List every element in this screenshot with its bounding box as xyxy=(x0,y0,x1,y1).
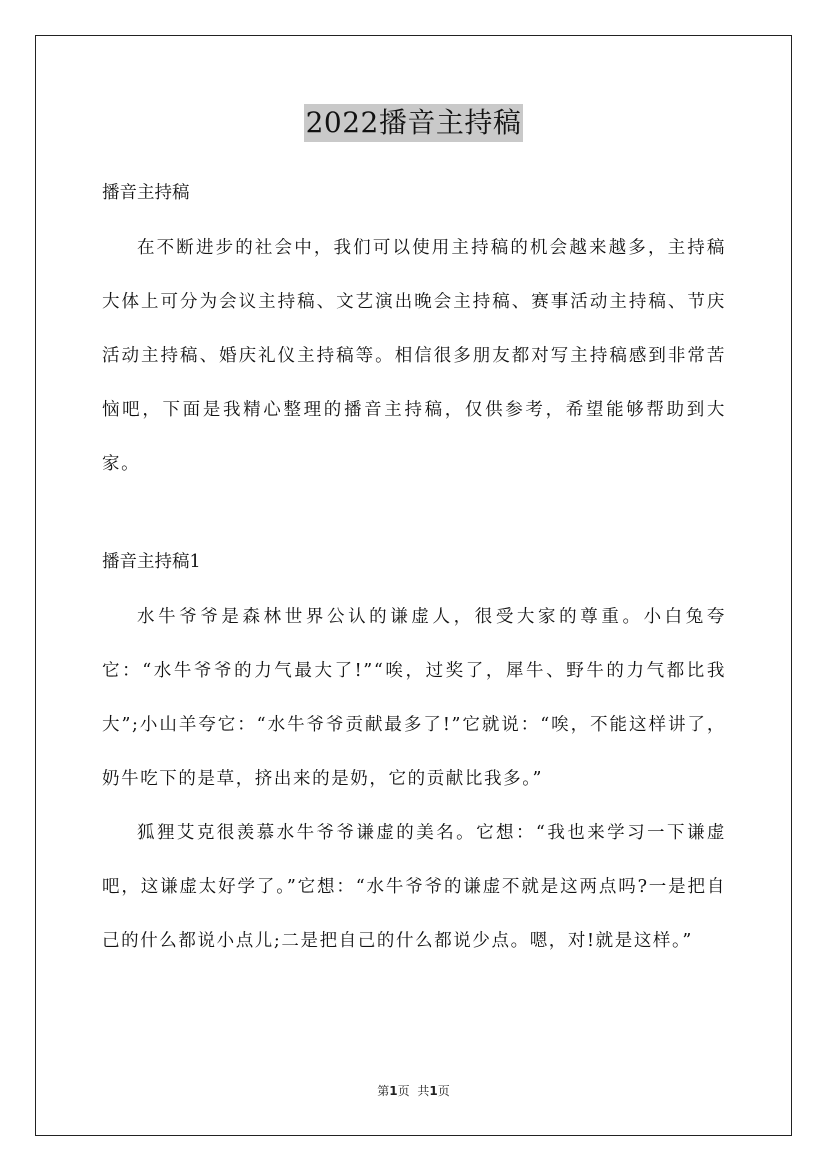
total-suffix: 页 xyxy=(437,1084,450,1098)
spacer xyxy=(102,211,726,221)
total-prefix: 共 xyxy=(417,1084,430,1098)
page-footer xyxy=(0,1082,827,1099)
title-container xyxy=(0,104,827,142)
section-heading: 播音主持稿1 xyxy=(102,552,201,572)
total-number: 1 xyxy=(429,1084,438,1098)
page-number: 1 xyxy=(389,1084,398,1098)
document-body xyxy=(102,175,726,968)
page-prefix: 第 xyxy=(377,1084,390,1098)
paragraph-1: 水牛爷爷是森林世界公认的谦虚人，很受大家的尊重。小白兔夸它：“水牛爷爷的力气最大了!”“唉，过奖了，犀牛、野牛的力气都比我大”;小山羊夸它：“水牛爷爷贡献最多了!”它就说：“唉，不能这样讲了，奶牛吃下的是草，挤出来的是奶，它的贡献比我多。” xyxy=(102,607,726,789)
spacer xyxy=(102,491,726,544)
document-title: 2022播音主持稿 xyxy=(304,104,524,142)
paragraph-2: 狐狸艾克很羡慕水牛爷爷谦虚的美名。它想：“我也来学习一下谦虚吧，这谦虚太好学了。”它想：“水牛爷爷的谦虚不就是这两点吗?一是把自己的什么都说小点儿;二是把自己的什么都说少点。嗯，对!就是这样。” xyxy=(102,823,726,951)
subheading: 播音主持稿 xyxy=(102,183,190,203)
page-suffix: 页 xyxy=(397,1084,410,1098)
spacer xyxy=(102,580,726,590)
intro-paragraph: 在不断进步的社会中，我们可以使用主持稿的机会越来越多，主持稿大体上可分为会议主持稿、文艺演出晚会主持稿、赛事活动主持稿、节庆活动主持稿、婚庆礼仪主持稿等。相信很多朋友都对写主持稿感到非常苦恼吧，下面是我精心整理的播音主持稿，仅供参考，希望能够帮助到大家。 xyxy=(102,238,726,474)
